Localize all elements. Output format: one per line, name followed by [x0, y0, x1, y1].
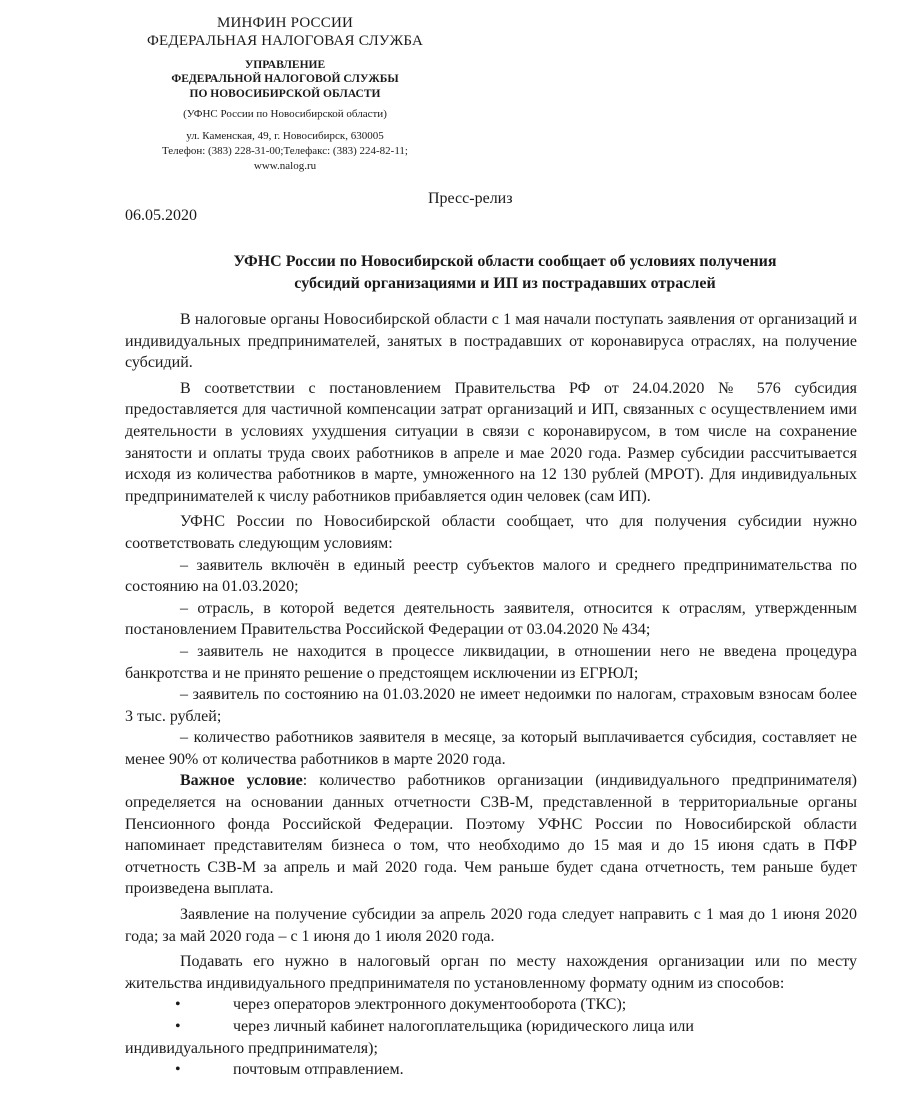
- method-text: через личный кабинет налогоплательщика (юридического лица или: [233, 1018, 694, 1035]
- press-release-label: Пресс-релиз: [428, 190, 513, 207]
- department-line-1: УПРАВЛЕНИЕ: [244, 59, 326, 71]
- condition-industry: – отрасль, в которой ведется деятельность заявителя, относится к отраслям, утвержденным постановлением Правительства Российской Федерации от 03.04.2020 № 434;: [125, 599, 857, 639]
- method-text: через операторов электронного документооборота (ТКС);: [233, 996, 627, 1014]
- headline-line-1: УФНС России по Новосибирской области сообщает об условиях получения: [233, 253, 777, 270]
- body-text: [125, 309, 857, 1081]
- important-label: Важное условие: [180, 772, 303, 790]
- paragraph-intro: В налоговые органы Новосибирской области с 1 мая начали поступать заявления от организаций и индивидуальных предпринимателей, занятых в пострадавших от коронавируса отраслях, на получение субсидий.: [125, 311, 857, 372]
- condition-sme-registry: – заявитель включён в единый реестр субъектов малого и среднего предпринимательства по состоянию на 01.03.2020;: [125, 556, 857, 596]
- letterhead: [135, 14, 435, 174]
- method-item-cabinet: [125, 1016, 857, 1038]
- paragraph-conditions-intro: УФНС России по Новосибирской области сообщает, что для получения субсидии нужно соответствовать следующим условиям:: [125, 513, 857, 552]
- department-line-3: ПО НОВОСИБИРСКОЙ ОБЛАСТИ: [189, 87, 381, 100]
- department-line-2: ФЕДЕРАЛЬНОЙ НАЛОГОВОЙ СЛУЖБЫ: [171, 73, 399, 86]
- paragraph-deadlines: Заявление на получение субсидии за апрель 2020 года следует направить с 1 мая до 1 июня 2020 года; за май 2020 года – с 1 июня до 1 июля 2020 года.: [125, 906, 857, 945]
- method-item-post: [125, 1059, 857, 1081]
- bullet-icon: •: [175, 1061, 181, 1079]
- address: ул. Каменская, 49, г. Новосибирск, 630005: [186, 130, 384, 143]
- department-name: [135, 58, 435, 101]
- paragraph-important: [125, 770, 857, 900]
- ministry-name: МИНФИН РОССИИ: [216, 15, 354, 31]
- contacts-block: [135, 129, 435, 174]
- method-item-tks: [125, 994, 857, 1016]
- condition-no-arrears: – заявитель по состоянию на 01.03.2020 не имеет недоимки по налогам, страховым взносам более 3 тыс. рублей;: [125, 686, 857, 725]
- headline-line-2: субсидий организациями и ИП из пострадавших отраслей: [294, 275, 716, 292]
- service-name: ФЕДЕРАЛЬНАЯ НАЛОГОВАЯ СЛУЖБА: [146, 33, 424, 49]
- release-date: 06.05.2020: [125, 207, 197, 224]
- website: www.nalog.ru: [253, 160, 317, 172]
- method-text-continuation: индивидуального предпринимателя);: [125, 1039, 378, 1057]
- bullet-icon: •: [175, 1018, 181, 1035]
- condition-headcount: – количество работников заявителя в месяце, за который выплачивается субсидия, составляет не менее 90% от количества работников в марте 2020 года.: [125, 729, 857, 768]
- condition-no-liquidation: – заявитель не находится в процессе ликвидации, в отношении него не введена процедура банкротства и не принято решение о предстоящем исключении из ЕГРЮЛ;: [125, 642, 857, 682]
- paragraph-submission: Подавать его нужно в налоговый орган по месту нахождения организации или по месту жительства индивидуального предпринимателя по установленному формату одним из способов:: [125, 953, 857, 992]
- paragraph-resolution: В соответствии с постановлением Правительства РФ от 24.04.2020 № 576 субсидия предоставляется для частичной компенсации затрат организаций и ИП, связанных с осуществлением ими деятельности в условиях ухудшения ситуации в связи с коронавирусом, в том числе на сохранение занятости и оплаты труда своих работников в апреле и мае 2020 года. Размер субсидии рассчитывается исходя из количества работников в марте, умноженного на 12 130 рублей (МРОТ). Для индивидуальных предпринимателей к числу работников прибавляется один человек (сам ИП).: [125, 379, 857, 505]
- phones: Телефон: (383) 228-31-00;Телефакс: (383) 224-82-11;: [162, 145, 408, 158]
- department-short-name: (УФНС России по Новосибирской области): [183, 108, 387, 121]
- important-text: : количество работников организации (индивидуального предпринимателя) определяется на основании данных отчетности СЗВ-М, представленной в территориальные органы Пенсионного фонда Российской Федерации. Поэтому УФНС России по Новосибирской области напоминает представителям бизнеса о том, что необходимо до 15 мая и до 15 июня сдать в ПФР отчетность СЗВ-М за апрель и май 2020 года. Чем раньше будет сдана отчетность, тем раньше будет произведена выплата.: [125, 772, 857, 898]
- method-text: почтовым отправлением.: [233, 1061, 404, 1079]
- headline: [150, 251, 860, 295]
- bullet-icon: •: [175, 996, 181, 1014]
